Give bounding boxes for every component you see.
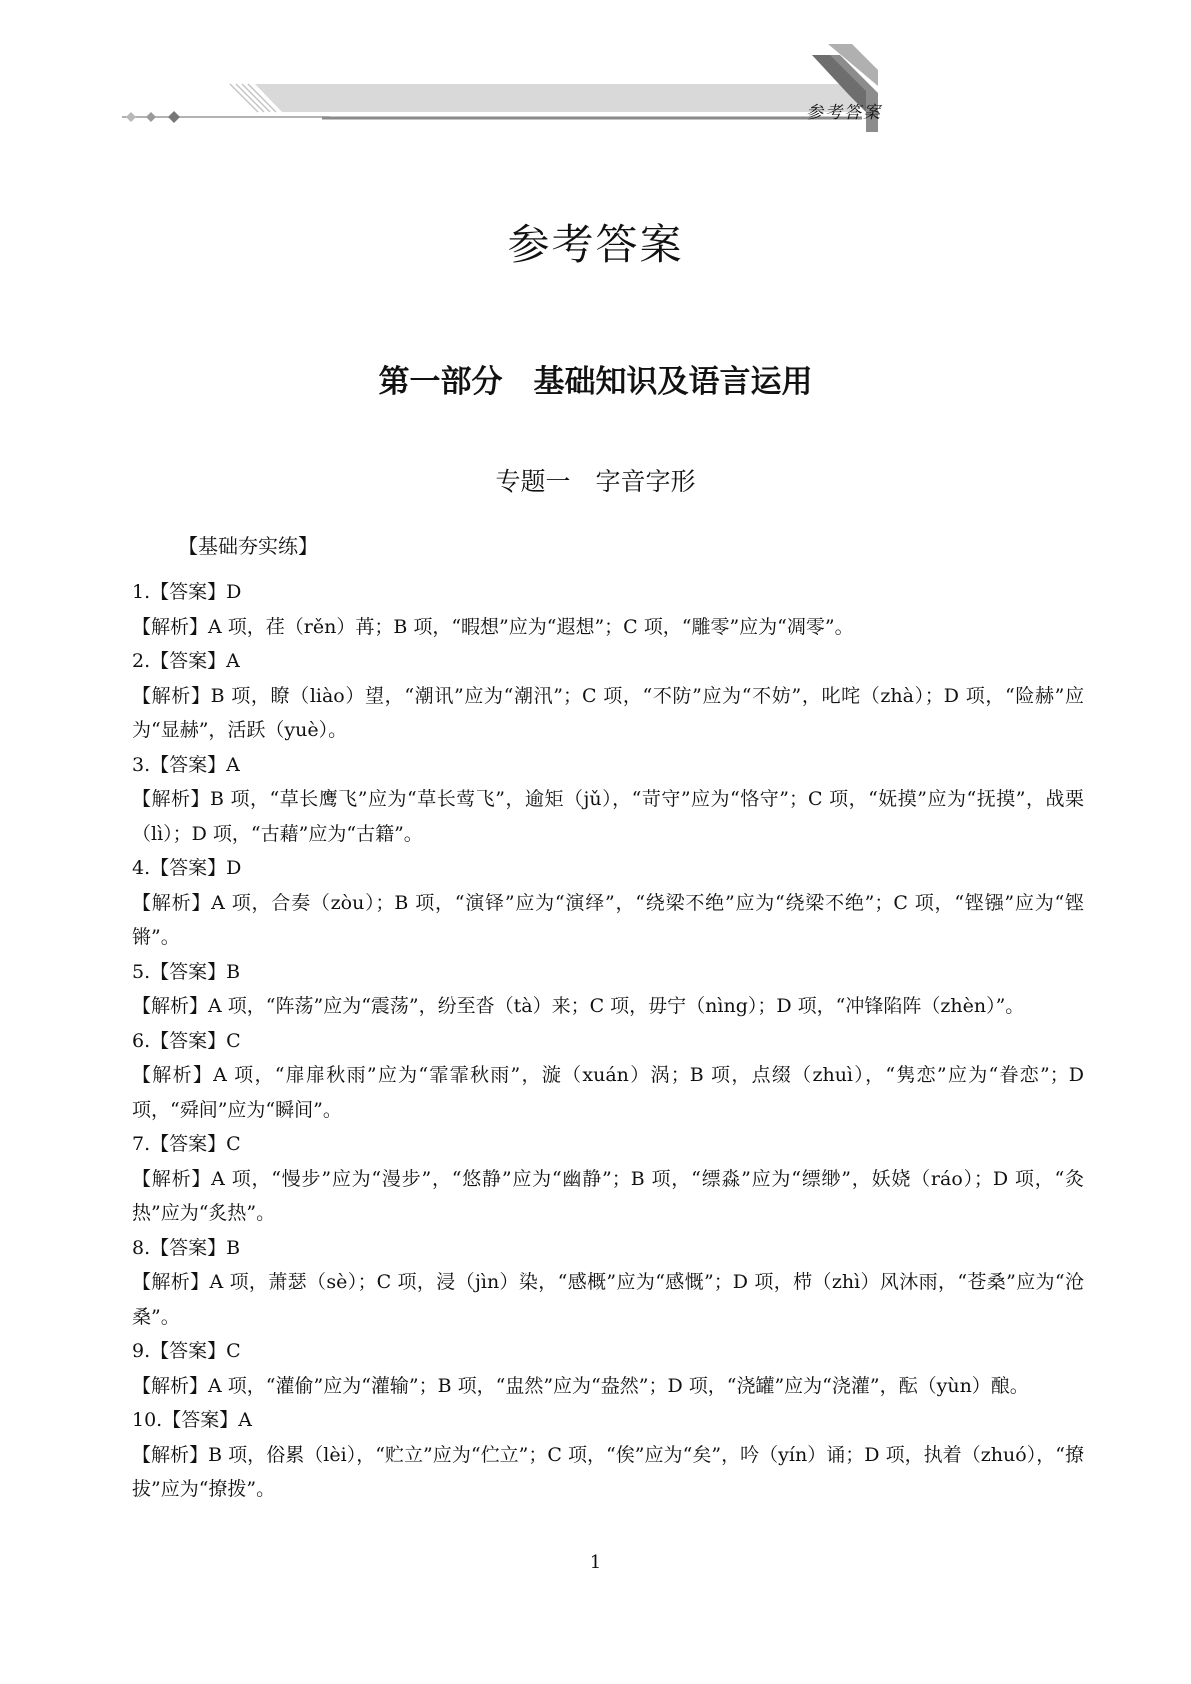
answer-7: 7.【答案】C (132, 1133, 241, 1155)
answer-1: 1.【答案】D (132, 581, 242, 603)
analysis-2: 【解析】B 项，瞭（liào）望，“潮讯”应为“潮汛”；C 项，“不防”应为“不妨”，叱咤（zhà）；D 项，“险赫”应为“显赫”，活跃（yuè）。 (132, 684, 1084, 741)
answer-3: 3.【答案】A (132, 753, 240, 776)
topic-title: 专题一 字音字形 (495, 467, 696, 496)
header-banner-graphic (0, 0, 1191, 160)
answer-5: 5.【答案】B (132, 960, 241, 983)
answer-6: 6.【答案】C (132, 1029, 241, 1052)
header-label: 参考答案 (806, 103, 882, 123)
analysis-9: 【解析】A 项，“灌偷”应为“灌输”；B 项，“盅然”应为“盎然”；D 项，“浇罐”应为“浇灌”，酝（yùn）酿。 (132, 1374, 1029, 1397)
analysis-4: 【解析】A 项，合奏（zòu）；B 项，“演铎”应为“演绎”，“绕梁不绝”应为“绕梁不绝”；C 项，“铿镪”应为“铿锵”。 (132, 891, 1084, 948)
analysis-3: 【解析】B 项，“草长鹰飞”应为“草长莺飞”，逾矩（jǔ），“苛守”应为“恪守”；C 项，“妩摸”应为“抚摸”，战栗（lì）；D 项，“古藉”应为“古籍”。 (132, 788, 1084, 845)
answer-8: 8.【答案】B (132, 1236, 241, 1259)
page-title: 参考答案 (507, 220, 684, 269)
analysis-8: 【解析】A 项，萧瑟（sè）；C 项，浸（jìn）染，“感概”应为“感慨”；D 项，栉（zhì）风沐雨，“苍桑”应为“沧桑”。 (132, 1271, 1084, 1328)
answer-list (132, 575, 1084, 1507)
analysis-7: 【解析】A 项，“慢步”应为“漫步”，“悠静”应为“幽静”；B 项，“缥淼”应为“缥缈”，妖娆（ráo）；D 项，“灸热”应为“炙热”。 (132, 1167, 1084, 1224)
answer-2: 2.【答案】A (132, 650, 240, 672)
analysis-5: 【解析】A 项，“阵荡”应为“震荡”，纷至沓（tà）来；C 项，毋宁（nìng）；D 项，“冲锋陷阵（zhèn）”。 (132, 995, 1025, 1017)
answer-10: 10.【答案】A (132, 1409, 252, 1431)
part-title: 第一部分 基础知识及语言运用 (378, 364, 813, 400)
section-heading: 【基础夯实练】 (178, 534, 318, 558)
analysis-10: 【解析】B 项，俗累（lèi），“贮立”应为“伫立”；C 项，“俟”应为“矣”，吟（yín）诵；D 项，执着（zhuó），“撩拔”应为“撩拨”。 (132, 1443, 1084, 1500)
analysis-6: 【解析】A 项，“扉扉秋雨”应为“霏霏秋雨”，漩（xuán）涡；B 项，点缀（zhuì），“隽恋”应为“眷恋”；D 项，“舜间”应为“瞬间”。 (132, 1064, 1084, 1121)
page-number: 1 (589, 1552, 602, 1573)
analysis-1: 【解析】A 项，荏（rěn）苒；B 项，“暇想”应为“遐想”；C 项，“雕零”应为“凋零”。 (132, 615, 854, 638)
answer-9: 9.【答案】C (132, 1340, 241, 1362)
answer-4: 4.【答案】D (132, 857, 242, 879)
page-header (0, 0, 1191, 160)
